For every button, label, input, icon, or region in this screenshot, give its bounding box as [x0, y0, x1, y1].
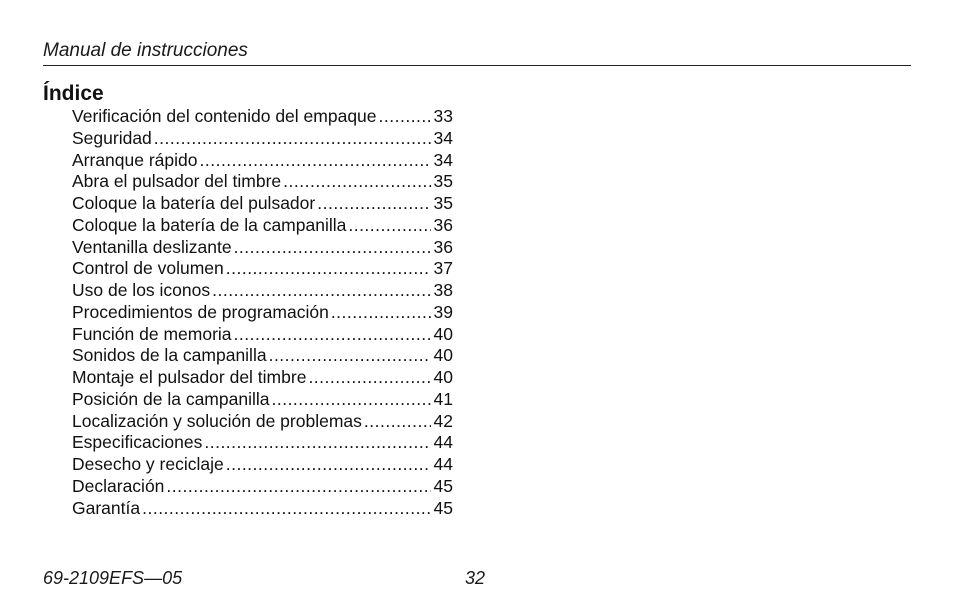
toc-entry[interactable]: [72, 324, 453, 346]
toc-entry-page: 41: [433, 388, 453, 409]
toc-entry-page: 39: [433, 301, 453, 322]
dot-leader: [226, 454, 431, 476]
toc-list: [72, 106, 453, 519]
dot-leader: [331, 302, 431, 324]
toc-entry[interactable]: [72, 237, 453, 259]
toc-entry-page: 40: [433, 345, 453, 366]
dot-leader: [317, 193, 431, 215]
toc-entry-page: 34: [433, 149, 453, 170]
toc-entry[interactable]: [72, 280, 453, 302]
toc-entry[interactable]: [72, 215, 453, 237]
toc-entry[interactable]: [72, 193, 453, 215]
dot-leader: [234, 237, 431, 259]
dot-leader: [271, 389, 431, 411]
dot-leader: [200, 150, 432, 172]
dot-leader: [142, 498, 431, 520]
toc-entry-label: Abra el pulsador del timbre: [72, 171, 282, 192]
dot-leader: [364, 411, 431, 433]
toc-entry-label: Posición de la campanilla: [72, 388, 270, 409]
toc-entry[interactable]: [72, 302, 453, 324]
toc-entry-page: 44: [433, 432, 453, 453]
toc-entry[interactable]: [72, 454, 453, 476]
toc-entry-page: 38: [433, 280, 453, 300]
dot-leader: [348, 215, 431, 237]
toc-entry-label: Control de volumen: [72, 258, 224, 279]
toc-entry-label: Sonidos de la campanilla: [72, 345, 267, 366]
dot-leader: [283, 171, 431, 193]
toc-entry-page: 36: [433, 214, 453, 235]
document-code: 69-2109EFS—05: [43, 568, 183, 588]
toc-entry-label: Declaración: [72, 475, 165, 496]
toc-entry-label: Arranque rápido: [72, 149, 198, 170]
toc-entry[interactable]: [72, 432, 453, 454]
toc-entry-page: 34: [433, 127, 453, 148]
dot-leader: [379, 106, 431, 128]
dot-leader: [204, 432, 431, 454]
page-number: 32: [465, 568, 486, 588]
header-divider: [43, 65, 911, 66]
toc-entry[interactable]: [72, 498, 453, 520]
toc-entry[interactable]: [72, 258, 453, 280]
dot-leader: [154, 128, 431, 150]
toc-entry[interactable]: [72, 345, 453, 367]
toc-entry[interactable]: [72, 128, 453, 150]
toc-entry-label: Seguridad: [72, 127, 152, 148]
toc-entry[interactable]: [72, 389, 453, 411]
toc-entry-page: 36: [433, 236, 453, 257]
dot-leader: [226, 258, 431, 280]
toc-entry-label: Montaje el pulsador del timbre: [72, 367, 307, 387]
toc-entry-page: 44: [433, 454, 453, 474]
toc-entry-page: 37: [433, 258, 453, 279]
toc-entry-page: 40: [433, 367, 453, 387]
toc-entry-label: Garantía: [72, 497, 141, 518]
toc-entry-page: 35: [433, 171, 453, 192]
toc-entry-page: 40: [433, 323, 453, 344]
toc-entry-label: Coloque la batería de la campanilla: [72, 214, 347, 235]
toc-entry-label: Desecho y reciclaje: [72, 454, 224, 474]
toc-entry-page: 45: [433, 497, 453, 518]
toc-heading: Índice: [43, 82, 104, 105]
toc-entry-page: 45: [433, 475, 453, 496]
toc-entry[interactable]: [72, 367, 453, 389]
dot-leader: [308, 367, 431, 389]
toc-entry[interactable]: [72, 171, 453, 193]
toc-entry-page: 42: [433, 410, 453, 431]
toc-entry-page: 33: [433, 106, 453, 126]
dot-leader: [269, 345, 431, 367]
document-header-title: Manual de instrucciones: [43, 40, 248, 61]
dot-leader: [166, 476, 431, 498]
toc-entry[interactable]: [72, 150, 453, 172]
toc-entry-label: Localización y solución de problemas: [72, 410, 362, 431]
toc-entry-label: Función de memoria: [72, 323, 232, 344]
toc-entry-label: Coloque la batería del pulsador: [72, 193, 316, 213]
toc-entry[interactable]: [72, 476, 453, 498]
toc-entry-label: Uso de los iconos: [72, 280, 211, 300]
toc-entry-label: Especificaciones: [72, 432, 203, 453]
toc-entry[interactable]: [72, 411, 453, 433]
toc-entry[interactable]: [72, 106, 453, 128]
dot-leader: [212, 280, 431, 302]
toc-entry-label: Ventanilla deslizante: [72, 236, 232, 257]
toc-entry-page: 35: [433, 193, 453, 213]
dot-leader: [234, 324, 431, 346]
toc-entry-label: Procedimientos de programación: [72, 301, 329, 322]
toc-entry-label: Verificación del contenido del empaque: [72, 106, 377, 126]
